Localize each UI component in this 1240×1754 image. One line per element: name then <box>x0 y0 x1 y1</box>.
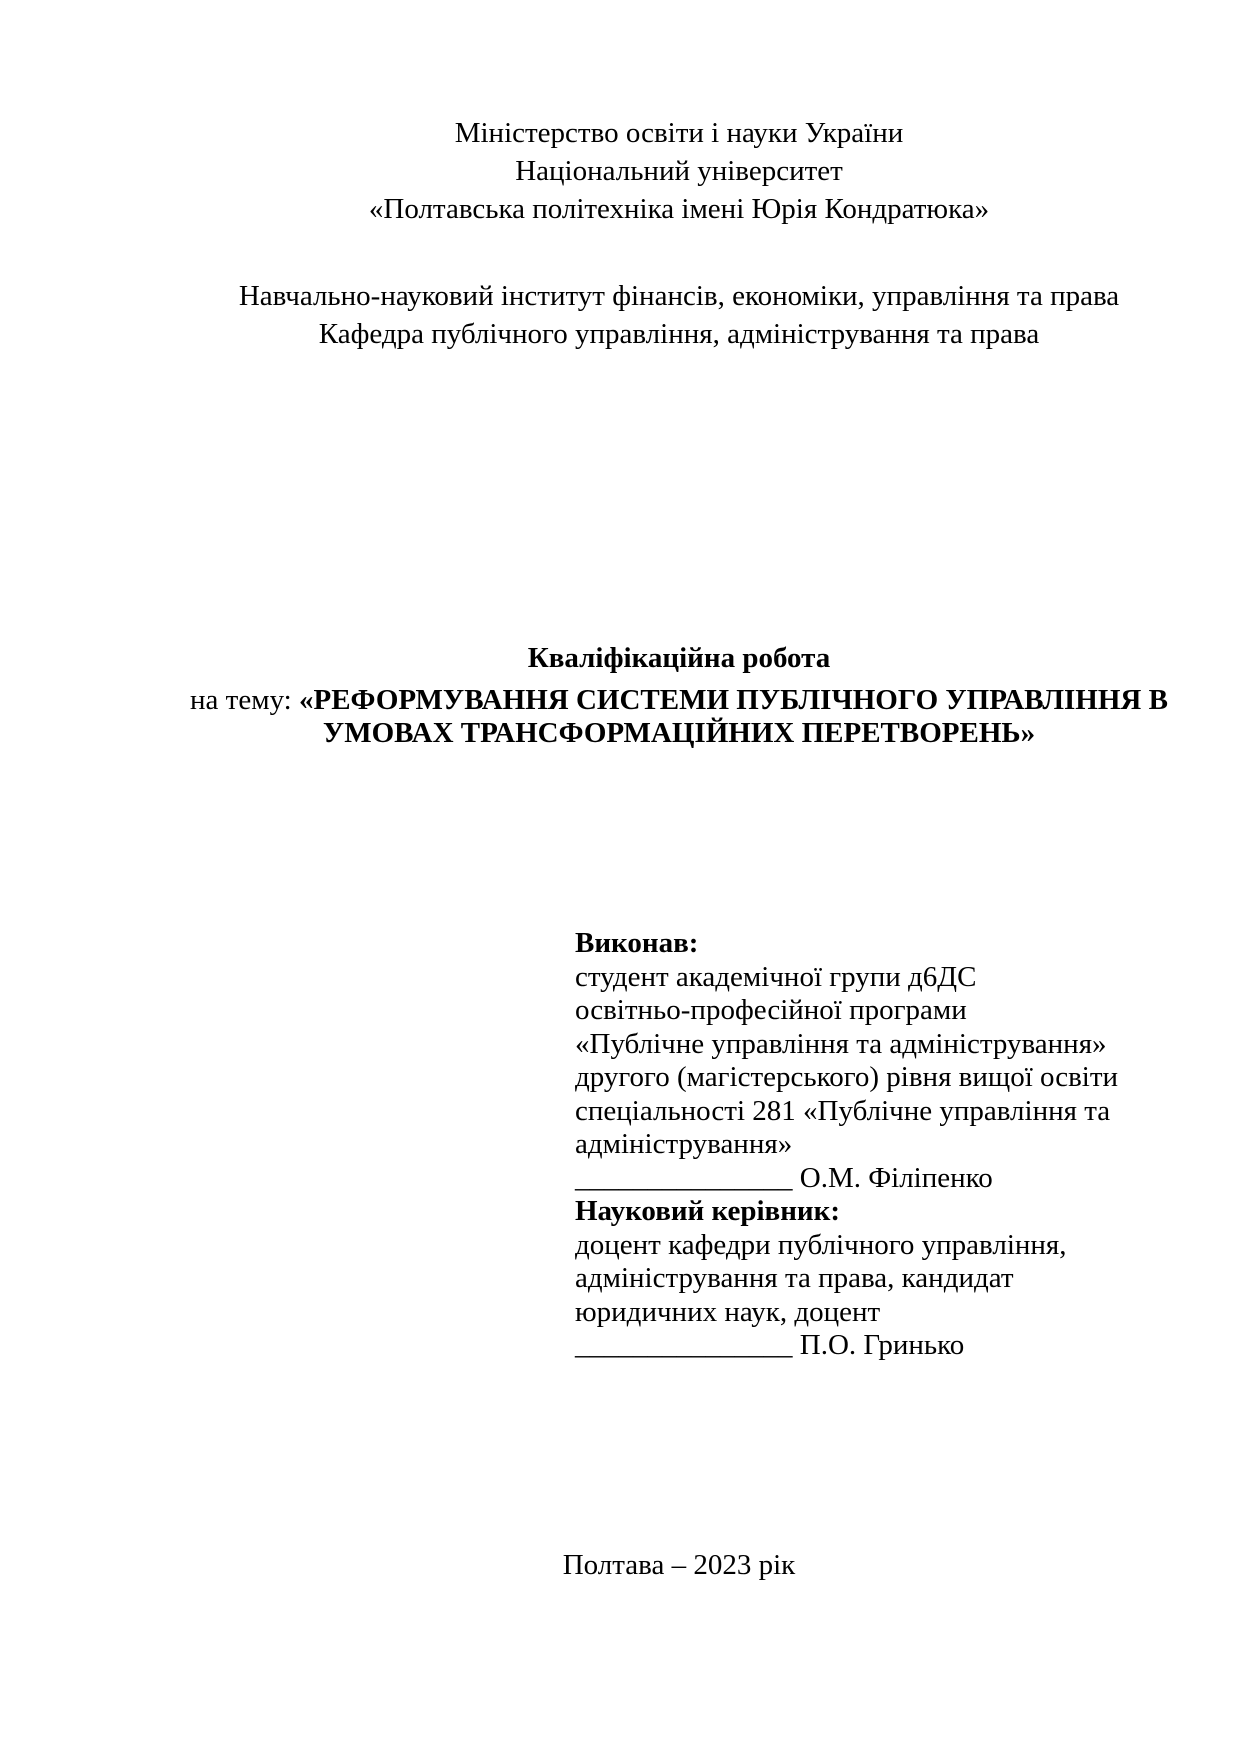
supervisor-line: юридичних наук, доцент <box>575 1295 881 1328</box>
institute-line: Навчально-науковий інститут фінансів, економіки, управління та права <box>238 280 1120 312</box>
supervisor-line: адміністрування та права, кандидат <box>575 1262 1014 1294</box>
chair-line: Кафедра публічного управління, адміністрування та права <box>318 318 1040 350</box>
theme-prefix: на тему: <box>190 684 299 716</box>
department-block <box>177 277 1181 353</box>
signatories-block <box>575 927 1175 1363</box>
executor-line: спеціальності 281 «Публічне управління та <box>575 1094 1111 1127</box>
executor-signature-line: _______________ О.М. Філіпенко <box>575 1161 993 1194</box>
executor-line: «Публічне управління та адміністрування» <box>575 1027 1107 1060</box>
university-name-line: «Полтавська політехніка імені Юрія Кондратюка» <box>368 193 990 225</box>
ministry-header-block <box>177 114 1181 228</box>
supervisor-line: доцент кафедри публічного управління, <box>575 1228 1067 1261</box>
executor-line: адміністрування» <box>575 1128 793 1160</box>
supervisor-signature-line: _______________ П.О. Гринько <box>575 1329 965 1361</box>
thesis-theme-line-2: УМОВАХ ТРАНСФОРМАЦІЙНИХ ПЕРЕТВОРЕНЬ» <box>322 717 1036 749</box>
supervisor-heading: Науковий керівник: <box>575 1195 841 1227</box>
executor-line: другого (магістерського) рівня вищої освіти <box>575 1061 1119 1093</box>
footer-block <box>177 1549 1181 1582</box>
executor-heading: Виконав: <box>575 927 699 959</box>
city-year-line: Полтава – 2023 рік <box>562 1549 796 1581</box>
ministry-line: Міністерство освіти і науки України <box>454 117 904 149</box>
thesis-theme-block <box>177 684 1181 750</box>
university-line: Національний університет <box>515 155 843 187</box>
executor-line: студент академічної групи д6ДС <box>575 960 977 993</box>
thesis-theme-line-1 <box>177 684 1181 717</box>
work-type-line: Кваліфікаційна робота <box>527 642 831 674</box>
theme-title-part-1: «РЕФОРМУВАННЯ СИСТЕМИ ПУБЛІЧНОГО УПРАВЛІННЯ В <box>299 684 1168 716</box>
work-type-heading <box>177 642 1181 675</box>
executor-line: освітньо-професійної програми <box>575 994 967 1026</box>
